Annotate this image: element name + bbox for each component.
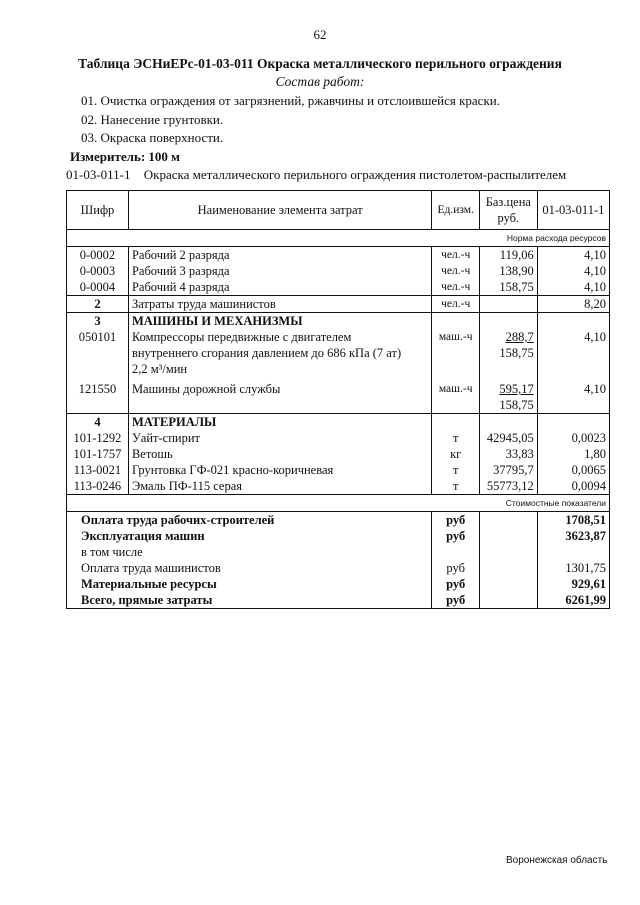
table-row: [67, 279, 610, 296]
row-price: 158,75: [479, 279, 537, 296]
cost-unit: руб: [432, 560, 479, 576]
group-code: 4: [67, 414, 129, 431]
table-title: Таблица ЭСНиЕРс-01-03-011 Окраска металлического перильного ограждения: [78, 56, 562, 71]
cost-row: [67, 560, 610, 576]
row-code: 101-1757: [67, 446, 129, 462]
row-code: 101-1292: [67, 430, 129, 446]
header-price: Баз.цена руб.: [479, 191, 537, 230]
row-norm: 0,0094: [537, 478, 609, 495]
row-code: 113-0246: [67, 478, 129, 495]
row-unit: чел.-ч: [432, 279, 479, 296]
table-row: [67, 430, 610, 446]
price-machinist-value: 158,75: [499, 398, 534, 412]
norm-caption: Норма расхода ресурсов: [67, 230, 610, 247]
table-row: [67, 377, 610, 414]
cost-name: [67, 592, 432, 609]
group-row: [67, 414, 610, 431]
row-norm: 4,10: [537, 263, 609, 279]
cost-row: [67, 576, 610, 592]
row-unit: маш.-ч: [432, 329, 479, 377]
row-name: Грунтовка ГФ-021 красно-коричневая: [128, 462, 432, 478]
row-norm: 0,0023: [537, 430, 609, 446]
cost-value: 1708,51: [537, 512, 609, 529]
cost-name: [67, 544, 432, 560]
price-value: 595,17: [499, 382, 534, 396]
table-row: [67, 296, 610, 313]
row-norm: 4,10: [537, 329, 609, 377]
row-price: [479, 377, 537, 414]
row-name: [128, 377, 432, 414]
work-item: 02. Нанесение грунтовки.: [81, 112, 224, 127]
row-code: 0-0004: [67, 279, 129, 296]
cost-row: [67, 528, 610, 544]
row-price: [479, 329, 537, 377]
row-price: 42945,05: [479, 430, 537, 446]
header-unit: Ед.изм.: [432, 191, 479, 230]
cost-label: Материальные ресурсы: [81, 577, 217, 591]
table-row: [67, 263, 610, 279]
header-norm: 01-03-011-1: [537, 191, 609, 230]
row-price: 55773,12: [479, 478, 537, 495]
section-title: [66, 167, 566, 183]
cost-label: в том числе: [81, 545, 143, 559]
cost-value: 929,61: [537, 576, 609, 592]
row-name-line: Компрессоры передвижные с двигателем: [131, 330, 352, 344]
row-code: 0-0003: [67, 263, 129, 279]
table-row: [67, 478, 610, 495]
cost-unit: руб: [432, 592, 479, 609]
cost-table: [66, 190, 610, 609]
group-name: МАТЕРИАЛЫ: [128, 414, 432, 431]
row-name: [128, 329, 432, 377]
cost-label: Эксплуатация машин: [81, 529, 205, 543]
cost-name: [67, 576, 432, 592]
row-norm: 8,20: [537, 296, 609, 313]
cost-label: Оплата труда машинистов: [81, 561, 221, 575]
footer-region: Воронежская область: [506, 855, 608, 866]
row-name: Рабочий 4 разряда: [128, 279, 432, 296]
norm-caption-row: [67, 230, 610, 247]
group-row: [67, 313, 610, 330]
row-norm: 4,10: [537, 279, 609, 296]
work-composition-heading: Состав работ:: [275, 74, 365, 89]
cost-row: [67, 512, 610, 529]
work-item: 03. Окраска поверхности.: [81, 130, 224, 145]
cost-label: Всего, прямые затраты: [81, 593, 213, 607]
table-row: [67, 446, 610, 462]
header-name: Наименование элемента затрат: [128, 191, 432, 230]
page-number: 62: [313, 27, 327, 42]
row-name: Рабочий 3 разряда: [128, 263, 432, 279]
row-unit: т: [432, 478, 479, 495]
row-name: Ветошь: [128, 446, 432, 462]
cost-value: 1301,75: [537, 560, 609, 576]
cost-unit: руб: [432, 576, 479, 592]
row-name: Эмаль ПФ-115 серая: [128, 478, 432, 495]
cost-caption-row: [67, 495, 610, 512]
row-name: Затраты труда машинистов: [128, 296, 432, 313]
row-price: 37795,7: [479, 462, 537, 478]
cost-name: [67, 528, 432, 544]
price-value: 288,7: [505, 330, 534, 344]
cost-value: 6261,99: [537, 592, 609, 609]
row-norm: 0,0065: [537, 462, 609, 478]
row-code: 0-0002: [67, 247, 129, 264]
table-row: [67, 329, 610, 377]
row-name-line: 2,2 м³/мин: [131, 362, 188, 376]
row-unit: чел.-ч: [432, 296, 479, 313]
measure-unit: Измеритель: 100 м: [70, 149, 181, 164]
row-name-line: внутреннего сгорания давлением до 686 кПа (7 ат): [131, 346, 402, 360]
row-unit: т: [432, 430, 479, 446]
row-code: 113-0021: [67, 462, 129, 478]
row-name-line: Машины дорожной службы: [131, 382, 281, 396]
cost-caption: Стоимостные показатели: [67, 495, 610, 512]
price-machinist-value: 158,75: [499, 346, 534, 360]
row-code: 121550: [67, 377, 129, 414]
row-code: 050101: [67, 329, 129, 377]
cost-value: [537, 544, 609, 560]
cost-unit: руб: [432, 528, 479, 544]
row-norm: 4,10: [537, 377, 609, 414]
cost-unit: [432, 544, 479, 560]
group-code: 3: [67, 313, 129, 330]
cost-label: Оплата труда рабочих-строителей: [81, 513, 275, 527]
row-name: Рабочий 2 разряда: [128, 247, 432, 264]
row-price: [479, 296, 537, 313]
row-unit: маш.-ч: [432, 377, 479, 414]
row-unit: кг: [432, 446, 479, 462]
work-item: 01. Очистка ограждения от загрязнений, ржавчины и отслоившейся краски.: [81, 93, 500, 108]
row-norm: 4,10: [537, 247, 609, 264]
cost-row: [67, 592, 610, 609]
cost-name: [67, 512, 432, 529]
group-name: МАШИНЫ И МЕХАНИЗМЫ: [128, 313, 432, 330]
cost-value: 3623,87: [537, 528, 609, 544]
section-name: Окраска металлического перильного ограждения пистолетом-распылителем: [143, 167, 567, 182]
cost-name: [67, 560, 432, 576]
cost-row: [67, 544, 610, 560]
row-code: 2: [67, 296, 129, 313]
row-price: 119,06: [479, 247, 537, 264]
table-row: [67, 247, 610, 264]
row-unit: чел.-ч: [432, 247, 479, 264]
cost-unit: руб: [432, 512, 479, 529]
row-price: 33,83: [479, 446, 537, 462]
row-name: Уайт-спирит: [128, 430, 432, 446]
row-unit: т: [432, 462, 479, 478]
table-row: [67, 462, 610, 478]
row-unit: чел.-ч: [432, 263, 479, 279]
section-code: 01-03-011-1: [66, 167, 131, 182]
header-code: Шифр: [67, 191, 129, 230]
row-price: 138,90: [479, 263, 537, 279]
row-norm: 1,80: [537, 446, 609, 462]
table-header-row: [67, 191, 610, 230]
